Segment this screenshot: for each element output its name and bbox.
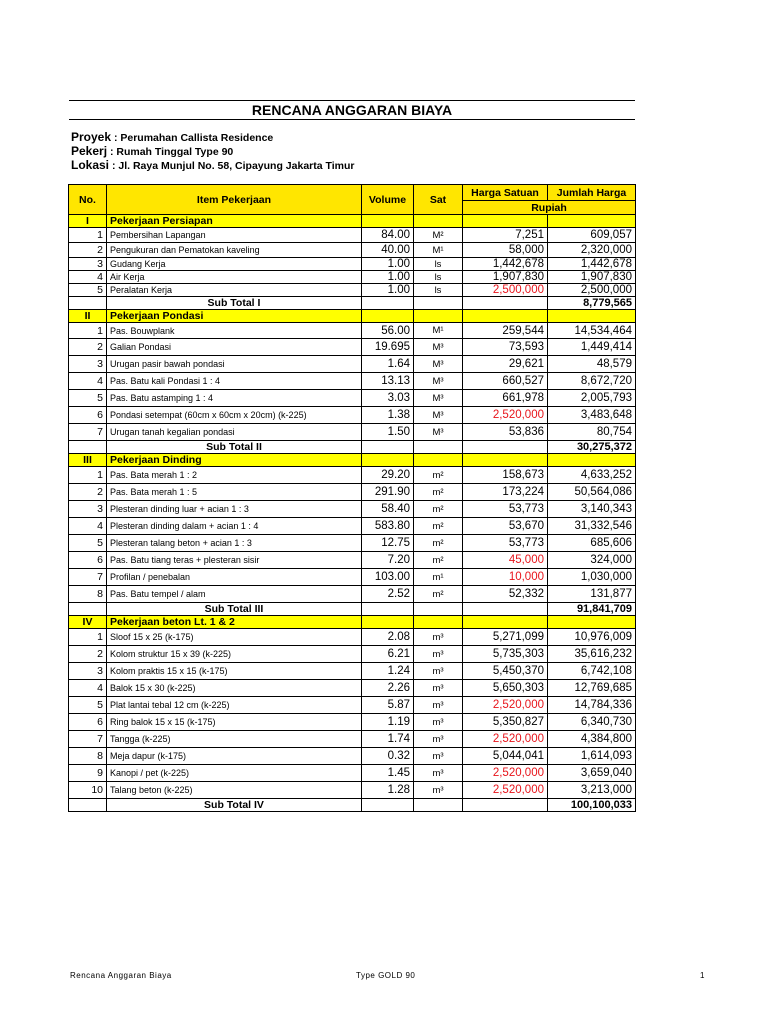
row-number: 7	[69, 424, 107, 441]
row-number: 2	[69, 339, 107, 356]
total-price: 3,483,648	[548, 407, 636, 424]
subtotal-blank	[463, 799, 548, 812]
subtotal-blank	[463, 441, 548, 454]
table-row	[69, 586, 636, 603]
unit-price: 53,836	[463, 424, 548, 441]
subtotal-blank	[463, 297, 548, 310]
row-number: 5	[69, 697, 107, 714]
table-row	[69, 782, 636, 799]
subtotal-label: Sub Total II	[107, 441, 362, 454]
table-row	[69, 501, 636, 518]
subtotal-blank	[69, 297, 107, 310]
total-price: 3,659,040	[548, 765, 636, 782]
subtotal-row	[69, 441, 636, 454]
unit-value: M³	[414, 407, 463, 424]
volume-value: 19.695	[362, 339, 414, 356]
subtotal-blank	[362, 799, 414, 812]
total-price: 14,784,336	[548, 697, 636, 714]
header-harga-satuan: Harga Satuan	[463, 185, 548, 201]
subtotal-label: Sub Total IV	[107, 799, 362, 812]
volume-value: 1.00	[362, 271, 414, 284]
total-price: 12,769,685	[548, 680, 636, 697]
total-price: 1,614,093	[548, 748, 636, 765]
header-no: No.	[69, 185, 107, 215]
unit-value: M¹	[414, 243, 463, 258]
pekerj-value: : Rumah Tinggal Type 90	[109, 146, 234, 158]
total-price: 6,742,108	[548, 663, 636, 680]
unit-price: 7,251	[463, 228, 548, 243]
unit-price: 5,350,827	[463, 714, 548, 731]
volume-value: 1.74	[362, 731, 414, 748]
item-name: Gudang Kerja	[107, 258, 362, 271]
subtotal-blank	[362, 603, 414, 616]
header-volume: Volume	[362, 185, 414, 215]
subtotal-blank	[69, 441, 107, 454]
subtotal-label: Sub Total I	[107, 297, 362, 310]
table-row	[69, 629, 636, 646]
section-blank	[362, 616, 414, 629]
section-blank	[414, 616, 463, 629]
item-name: Meja dapur (k-175)	[107, 748, 362, 765]
volume-value: 3.03	[362, 390, 414, 407]
section-blank	[548, 310, 636, 323]
unit-price: 5,450,370	[463, 663, 548, 680]
volume-value: 2.26	[362, 680, 414, 697]
unit-value: m³	[414, 663, 463, 680]
row-number: 1	[69, 629, 107, 646]
total-price: 35,616,232	[548, 646, 636, 663]
row-number: 3	[69, 356, 107, 373]
unit-value: M¹	[414, 323, 463, 339]
unit-value: m²	[414, 552, 463, 569]
item-name: Pas. Batu kali Pondasi 1 : 4	[107, 373, 362, 390]
proyek-label: Proyek	[71, 130, 112, 144]
item-name: Pengukuran dan Pematokan kaveling	[107, 243, 362, 258]
section-header	[69, 215, 636, 228]
section-blank	[362, 310, 414, 323]
total-price: 4,384,800	[548, 731, 636, 748]
table-row	[69, 407, 636, 424]
volume-value: 1.28	[362, 782, 414, 799]
row-number: 2	[69, 484, 107, 501]
section-blank	[548, 616, 636, 629]
total-price: 685,606	[548, 535, 636, 552]
volume-value: 58.40	[362, 501, 414, 518]
unit-value: ls	[414, 271, 463, 284]
unit-price: 2,520,000	[463, 731, 548, 748]
volume-value: 2.08	[362, 629, 414, 646]
item-name: Pas. Batu astamping 1 : 4	[107, 390, 362, 407]
volume-value: 40.00	[362, 243, 414, 258]
unit-price: 5,650,303	[463, 680, 548, 697]
section-header	[69, 310, 636, 323]
unit-price: 2,520,000	[463, 765, 548, 782]
item-name: Peralatan Kerja	[107, 284, 362, 297]
unit-value: m³	[414, 782, 463, 799]
volume-value: 7.20	[362, 552, 414, 569]
unit-price: 1,907,830	[463, 271, 548, 284]
table-row	[69, 258, 636, 271]
table-row	[69, 646, 636, 663]
unit-value: M²	[414, 228, 463, 243]
table-row	[69, 535, 636, 552]
section-header	[69, 616, 636, 629]
row-number: 3	[69, 258, 107, 271]
row-number: 4	[69, 680, 107, 697]
section-blank	[362, 215, 414, 228]
volume-value: 29.20	[362, 467, 414, 484]
table-row	[69, 569, 636, 586]
section-blank	[463, 454, 548, 467]
subtotal-label: Sub Total III	[107, 603, 362, 616]
table-row	[69, 390, 636, 407]
unit-price: 45,000	[463, 552, 548, 569]
total-price: 31,332,546	[548, 518, 636, 535]
section-blank	[414, 454, 463, 467]
volume-value: 12.75	[362, 535, 414, 552]
row-number: 1	[69, 323, 107, 339]
section-name: Pekerjaan beton Lt. 1 & 2	[107, 616, 362, 629]
subtotal-row	[69, 799, 636, 812]
item-name: Plesteran talang beton + acian 1 : 3	[107, 535, 362, 552]
section-number: I	[69, 215, 107, 228]
subtotal-row	[69, 297, 636, 310]
total-price: 3,213,000	[548, 782, 636, 799]
lokasi-value: : Jl. Raya Munjul No. 58, Cipayung Jakarta Timur	[111, 160, 355, 172]
unit-value: m²	[414, 484, 463, 501]
volume-value: 1.64	[362, 356, 414, 373]
total-price: 609,057	[548, 228, 636, 243]
section-blank	[548, 454, 636, 467]
section-blank	[463, 215, 548, 228]
section-blank	[463, 616, 548, 629]
budget-table	[68, 184, 636, 812]
unit-price: 53,773	[463, 501, 548, 518]
proyek-value: : Perumahan Callista Residence	[113, 132, 274, 144]
item-name: Air Kerja	[107, 271, 362, 284]
table-row	[69, 484, 636, 501]
row-number: 8	[69, 586, 107, 603]
unit-price: 5,044,041	[463, 748, 548, 765]
table-row	[69, 339, 636, 356]
row-number: 5	[69, 284, 107, 297]
unit-price: 660,527	[463, 373, 548, 390]
volume-value: 6.21	[362, 646, 414, 663]
row-number: 3	[69, 663, 107, 680]
header-rupiah: Rupiah	[463, 201, 636, 215]
row-number: 9	[69, 765, 107, 782]
total-price: 3,140,343	[548, 501, 636, 518]
total-price: 1,449,414	[548, 339, 636, 356]
total-price: 1,030,000	[548, 569, 636, 586]
unit-price: 259,544	[463, 323, 548, 339]
unit-value: m²	[414, 467, 463, 484]
unit-value: M³	[414, 424, 463, 441]
item-name: Balok 15 x 30 (k-225)	[107, 680, 362, 697]
total-price: 50,564,086	[548, 484, 636, 501]
volume-value: 1.38	[362, 407, 414, 424]
unit-price: 2,520,000	[463, 782, 548, 799]
subtotal-blank	[463, 603, 548, 616]
unit-price: 58,000	[463, 243, 548, 258]
section-header	[69, 454, 636, 467]
unit-value: m³	[414, 697, 463, 714]
table-row	[69, 373, 636, 390]
total-price: 1,907,830	[548, 271, 636, 284]
unit-value: m²	[414, 586, 463, 603]
footer-left: Rencana Anggaran Biaya	[70, 971, 172, 980]
unit-value: m²	[414, 501, 463, 518]
volume-value: 56.00	[362, 323, 414, 339]
table-row	[69, 228, 636, 243]
unit-price: 2,520,000	[463, 697, 548, 714]
unit-value: M³	[414, 390, 463, 407]
table-row	[69, 243, 636, 258]
header-row	[69, 185, 636, 201]
table-row	[69, 552, 636, 569]
item-name: Ring balok 15 x 15 (k-175)	[107, 714, 362, 731]
volume-value: 1.19	[362, 714, 414, 731]
item-name: Plesteran dinding dalam + acian 1 : 4	[107, 518, 362, 535]
total-price: 1,442,678	[548, 258, 636, 271]
subtotal-blank	[69, 603, 107, 616]
table-row	[69, 467, 636, 484]
row-number: 2	[69, 646, 107, 663]
table-row	[69, 680, 636, 697]
total-price: 131,877	[548, 586, 636, 603]
section-blank	[414, 215, 463, 228]
subtotal-blank	[69, 799, 107, 812]
unit-price: 29,621	[463, 356, 548, 373]
section-number: II	[69, 310, 107, 323]
unit-price: 5,271,099	[463, 629, 548, 646]
row-number: 6	[69, 714, 107, 731]
volume-value: 583.80	[362, 518, 414, 535]
table-row	[69, 518, 636, 535]
row-number: 4	[69, 373, 107, 390]
unit-price: 73,593	[463, 339, 548, 356]
section-blank	[362, 454, 414, 467]
item-name: Urugan pasir bawah pondasi	[107, 356, 362, 373]
section-name: Pekerjaan Persiapan	[107, 215, 362, 228]
unit-value: m³	[414, 629, 463, 646]
item-name: Pas. Bata merah 1 : 5	[107, 484, 362, 501]
row-number: 7	[69, 731, 107, 748]
section-number: IV	[69, 616, 107, 629]
page-title: RENCANA ANGGARAN BIAYA	[251, 102, 453, 118]
item-name: Pondasi setempat (60cm x 60cm x 20cm) (k-225)	[107, 407, 362, 424]
unit-price: 661,978	[463, 390, 548, 407]
total-price: 8,672,720	[548, 373, 636, 390]
item-name: Plesteran dinding luar + acian 1 : 3	[107, 501, 362, 518]
unit-value: m³	[414, 680, 463, 697]
volume-value: 1.24	[362, 663, 414, 680]
top-rule	[69, 100, 635, 101]
table-row	[69, 356, 636, 373]
table-row	[69, 731, 636, 748]
volume-value: 291.90	[362, 484, 414, 501]
unit-value: ls	[414, 258, 463, 271]
section-name: Pekerjaan Dinding	[107, 454, 362, 467]
subtotal-blank	[362, 441, 414, 454]
item-name: Galian Pondasi	[107, 339, 362, 356]
item-name: Kolom praktis 15 x 15 (k-175)	[107, 663, 362, 680]
unit-price: 173,224	[463, 484, 548, 501]
item-name: Profilan / penebalan	[107, 569, 362, 586]
row-number: 6	[69, 407, 107, 424]
total-price: 80,754	[548, 424, 636, 441]
footer-page-number: 1	[700, 971, 705, 980]
item-name: Plat lantai tebal 12 cm (k-225)	[107, 697, 362, 714]
table-row	[69, 271, 636, 284]
item-name: Tangga (k-225)	[107, 731, 362, 748]
row-number: 1	[69, 228, 107, 243]
subtotal-row	[69, 603, 636, 616]
subtotal-value: 91,841,709	[548, 603, 636, 616]
table-row	[69, 323, 636, 339]
item-name: Pas. Bouwplank	[107, 323, 362, 339]
volume-value: 2.52	[362, 586, 414, 603]
row-number: 5	[69, 535, 107, 552]
table-row	[69, 697, 636, 714]
unit-value: ls	[414, 284, 463, 297]
total-price: 14,534,464	[548, 323, 636, 339]
volume-value: 84.00	[362, 228, 414, 243]
total-price: 2,500,000	[548, 284, 636, 297]
pekerj-line	[71, 145, 354, 159]
unit-price: 10,000	[463, 569, 548, 586]
row-number: 3	[69, 501, 107, 518]
section-blank	[414, 310, 463, 323]
volume-value: 13.13	[362, 373, 414, 390]
section-name: Pekerjaan Pondasi	[107, 310, 362, 323]
item-name: Urugan tanah kegalian pondasi	[107, 424, 362, 441]
table-row	[69, 663, 636, 680]
section-blank	[548, 215, 636, 228]
table-row	[69, 765, 636, 782]
subtotal-value: 30,275,372	[548, 441, 636, 454]
table-row	[69, 284, 636, 297]
unit-value: m²	[414, 518, 463, 535]
lokasi-label: Lokasi	[71, 158, 110, 172]
total-price: 324,000	[548, 552, 636, 569]
volume-value: 1.00	[362, 284, 414, 297]
table-row	[69, 714, 636, 731]
unit-price: 5,735,303	[463, 646, 548, 663]
unit-value: m³	[414, 765, 463, 782]
volume-value: 1.45	[362, 765, 414, 782]
volume-value: 0.32	[362, 748, 414, 765]
subtotal-blank	[414, 441, 463, 454]
unit-value: M³	[414, 373, 463, 390]
unit-price: 2,500,000	[463, 284, 548, 297]
row-number: 4	[69, 518, 107, 535]
volume-value: 103.00	[362, 569, 414, 586]
item-name: Sloof 15 x 25 (k-175)	[107, 629, 362, 646]
subtotal-blank	[414, 297, 463, 310]
volume-value: 1.00	[362, 258, 414, 271]
volume-value: 5.87	[362, 697, 414, 714]
project-info	[71, 131, 354, 173]
row-number: 5	[69, 390, 107, 407]
unit-value: m³	[414, 714, 463, 731]
header-item: Item Pekerjaan	[107, 185, 362, 215]
unit-price: 53,773	[463, 535, 548, 552]
section-number: III	[69, 454, 107, 467]
unit-value: m³	[414, 646, 463, 663]
total-price: 10,976,009	[548, 629, 636, 646]
row-number: 6	[69, 552, 107, 569]
total-price: 4,633,252	[548, 467, 636, 484]
subtotal-blank	[362, 297, 414, 310]
total-price: 2,005,793	[548, 390, 636, 407]
header-sat: Sat	[414, 185, 463, 215]
unit-value: m²	[414, 535, 463, 552]
item-name: Kanopi / pet (k-225)	[107, 765, 362, 782]
lokasi-line	[71, 159, 354, 173]
item-name: Pas. Batu tempel / alam	[107, 586, 362, 603]
unit-price: 1,442,678	[463, 258, 548, 271]
section-blank	[463, 310, 548, 323]
unit-value: M³	[414, 339, 463, 356]
item-name: Kolom struktur 15 x 39 (k-225)	[107, 646, 362, 663]
total-price: 2,320,000	[548, 243, 636, 258]
subtotal-value: 100,100,033	[548, 799, 636, 812]
row-number: 1	[69, 467, 107, 484]
item-name: Pas. Bata merah 1 : 2	[107, 467, 362, 484]
row-number: 8	[69, 748, 107, 765]
unit-price: 53,670	[463, 518, 548, 535]
header-jumlah-harga: Jumlah Harga	[548, 185, 636, 201]
proyek-line	[71, 131, 354, 145]
footer-center: Type GOLD 90	[356, 971, 416, 980]
subtotal-blank	[414, 799, 463, 812]
unit-price: 52,332	[463, 586, 548, 603]
row-number: 4	[69, 271, 107, 284]
row-number: 7	[69, 569, 107, 586]
unit-price: 158,673	[463, 467, 548, 484]
unit-value: m³	[414, 731, 463, 748]
volume-value: 1.50	[362, 424, 414, 441]
row-number: 2	[69, 243, 107, 258]
subtotal-value: 8,779,565	[548, 297, 636, 310]
total-price: 48,579	[548, 356, 636, 373]
item-name: Talang beton (k-225)	[107, 782, 362, 799]
table-row	[69, 424, 636, 441]
unit-value: m³	[414, 748, 463, 765]
unit-value: m¹	[414, 569, 463, 586]
total-price: 6,340,730	[548, 714, 636, 731]
item-name: Pas. Batu tiang teras + plesteran sisir	[107, 552, 362, 569]
unit-value: M³	[414, 356, 463, 373]
title-rule	[69, 119, 635, 120]
unit-price: 2,520,000	[463, 407, 548, 424]
table-row	[69, 748, 636, 765]
item-name: Pembersihan Lapangan	[107, 228, 362, 243]
subtotal-blank	[414, 603, 463, 616]
pekerj-label: Pekerj	[71, 144, 108, 158]
row-number: 10	[69, 782, 107, 799]
